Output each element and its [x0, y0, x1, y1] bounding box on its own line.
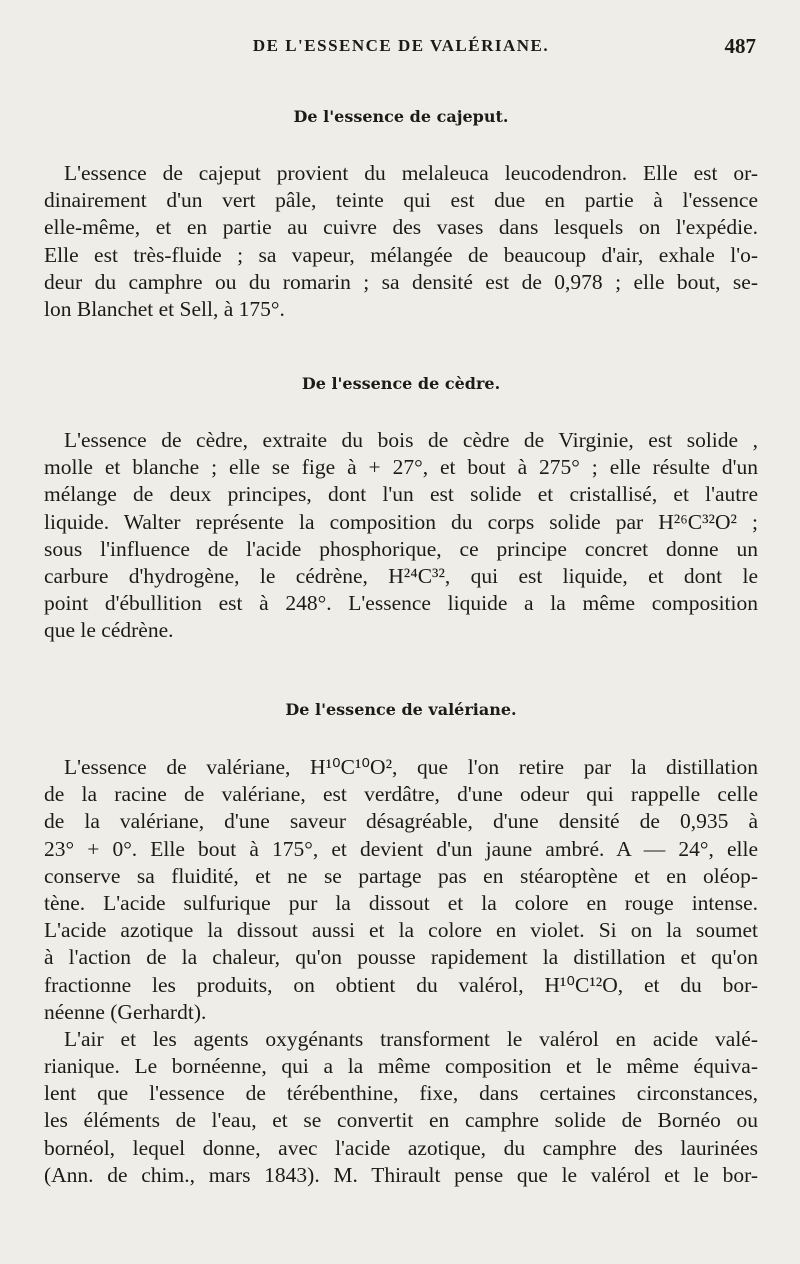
text-line [44, 590, 758, 617]
text-line [44, 944, 758, 971]
running-title: DE L'ESSENCE DE VALÉRIANE. [252, 36, 550, 55]
page-number: 487 [724, 34, 756, 58]
text-line [44, 427, 758, 454]
text-line [44, 214, 758, 241]
text-line [44, 781, 758, 808]
line-text: L'air et les agents oxygénants transforment le valérol en acide valé- [64, 1026, 758, 1051]
line-text: néenne (Gerhardt). [44, 999, 207, 1024]
line-text: liquide. Walter représente la composition du corps solide par H²⁶C³²O² ; [44, 509, 758, 534]
page-header [44, 36, 758, 68]
line-text: tène. L'acide sulfurique pur la dissout et la colore en rouge intense. [44, 890, 758, 915]
text-line [44, 1053, 758, 1080]
text-line [44, 1135, 758, 1162]
line-text: dinairement d'un vert pâle, teinte qui est due en partie à l'essence [44, 188, 758, 213]
line-text: à l'action de la chaleur, qu'on pousse rapidement la distillation et qu'on [44, 945, 758, 970]
paragraph-cajeput [44, 160, 758, 323]
text-line [44, 563, 758, 590]
text-line [44, 160, 758, 187]
line-text: lent que l'essence de térébenthine, fixe, dans certaines circonstances, [44, 1081, 758, 1106]
line-text: conserve sa fluidité, et ne se partage pas en stéaroptène et en oléop- [44, 863, 758, 888]
text-line [44, 536, 758, 563]
line-text: L'essence de cèdre, extraite du bois de cèdre de Virginie, est solide , [64, 428, 758, 452]
section-heading-cajeput: De l'essence de cajeput. [293, 107, 509, 126]
line-text: elle-même, et en partie au cuivre des vases dans lesquels on l'expédie. [44, 215, 758, 240]
line-text: carbure d'hydrogène, le cédrène, H²⁴C³², qui est liquide, et dont le [44, 563, 758, 588]
text-line [44, 808, 758, 835]
text-line [44, 1026, 758, 1053]
text-line [44, 481, 758, 508]
line-text: sous l'influence de l'acide phosphorique, ce principe concret donne un [44, 536, 758, 561]
text-line [44, 754, 758, 781]
text-line [44, 1162, 758, 1189]
line-text: les éléments de l'eau, et se convertit en camphre solide de Bornéo ou [44, 1108, 758, 1133]
line-text: mélange de deux principes, dont l'un est solide et cristallisé, et l'autre [44, 482, 758, 507]
text-line [44, 972, 758, 999]
line-text: (Ann. de chim., mars 1843). M. Thirault pense que le valérol et le bor- [44, 1162, 758, 1187]
section-heading-valeriane: De l'essence de valériane. [285, 700, 517, 719]
line-text: L'acide azotique la dissout aussi et la colore en violet. Si on la soumet [44, 918, 758, 943]
text-line [44, 454, 758, 481]
line-text: rianique. Le bornéenne, qui a la même composition et le même équiva- [44, 1054, 758, 1079]
text-line [44, 242, 758, 269]
line-text: deur du camphre ou du romarin ; sa densité est de 0,978 ; elle bout, se- [44, 269, 758, 294]
text-line [44, 296, 758, 323]
line-text: fractionne les produits, on obtient du valérol, H¹⁰C¹²O, et du bor- [44, 972, 758, 997]
section-heading-cedre: De l'essence de cèdre. [301, 374, 501, 393]
text-line [44, 617, 758, 644]
line-text: que le cédrène. [44, 618, 174, 643]
text-line [44, 999, 758, 1026]
text-line [44, 1080, 758, 1107]
line-text: point d'ébullition est à 248°. L'essence liquide a la même composition [44, 591, 758, 616]
text-line [44, 269, 758, 296]
line-text: lon Blanchet et Sell, à 175°. [44, 296, 285, 321]
line-text: bornéol, lequel donne, avec l'acide azotique, du camphre des laurinées [44, 1135, 758, 1160]
paragraph-cedre [44, 427, 758, 645]
text-line [44, 917, 758, 944]
line-text: de la racine de valériane, est verdâtre, d'une odeur qui rappelle celle [44, 782, 758, 807]
text-line [44, 836, 758, 863]
line-text: L'essence de cajeput provient du melaleuca leucodendron. Elle est or- [64, 161, 758, 185]
line-text: 23° + 0°. Elle bout à 175°, et devient d'un jaune ambré. A — 24°, elle [44, 836, 758, 861]
text-line [44, 509, 758, 536]
line-text: Elle est très-fluide ; sa vapeur, mélangée de beaucoup d'air, exhale l'o- [44, 242, 758, 267]
text-line [44, 1107, 758, 1134]
text-line [44, 890, 758, 917]
text-line [44, 863, 758, 890]
line-text: L'essence de valériane, H¹⁰C¹⁰O², que l'on retire par la distillation [64, 755, 758, 779]
paragraph-valeriane [44, 754, 758, 1189]
line-text: molle et blanche ; elle se fige à + 27°, et bout à 275° ; elle résulte d'un [44, 455, 758, 480]
line-text: de la valériane, d'une saveur désagréable, d'une densité de 0,935 à [44, 809, 758, 834]
text-line [44, 187, 758, 214]
